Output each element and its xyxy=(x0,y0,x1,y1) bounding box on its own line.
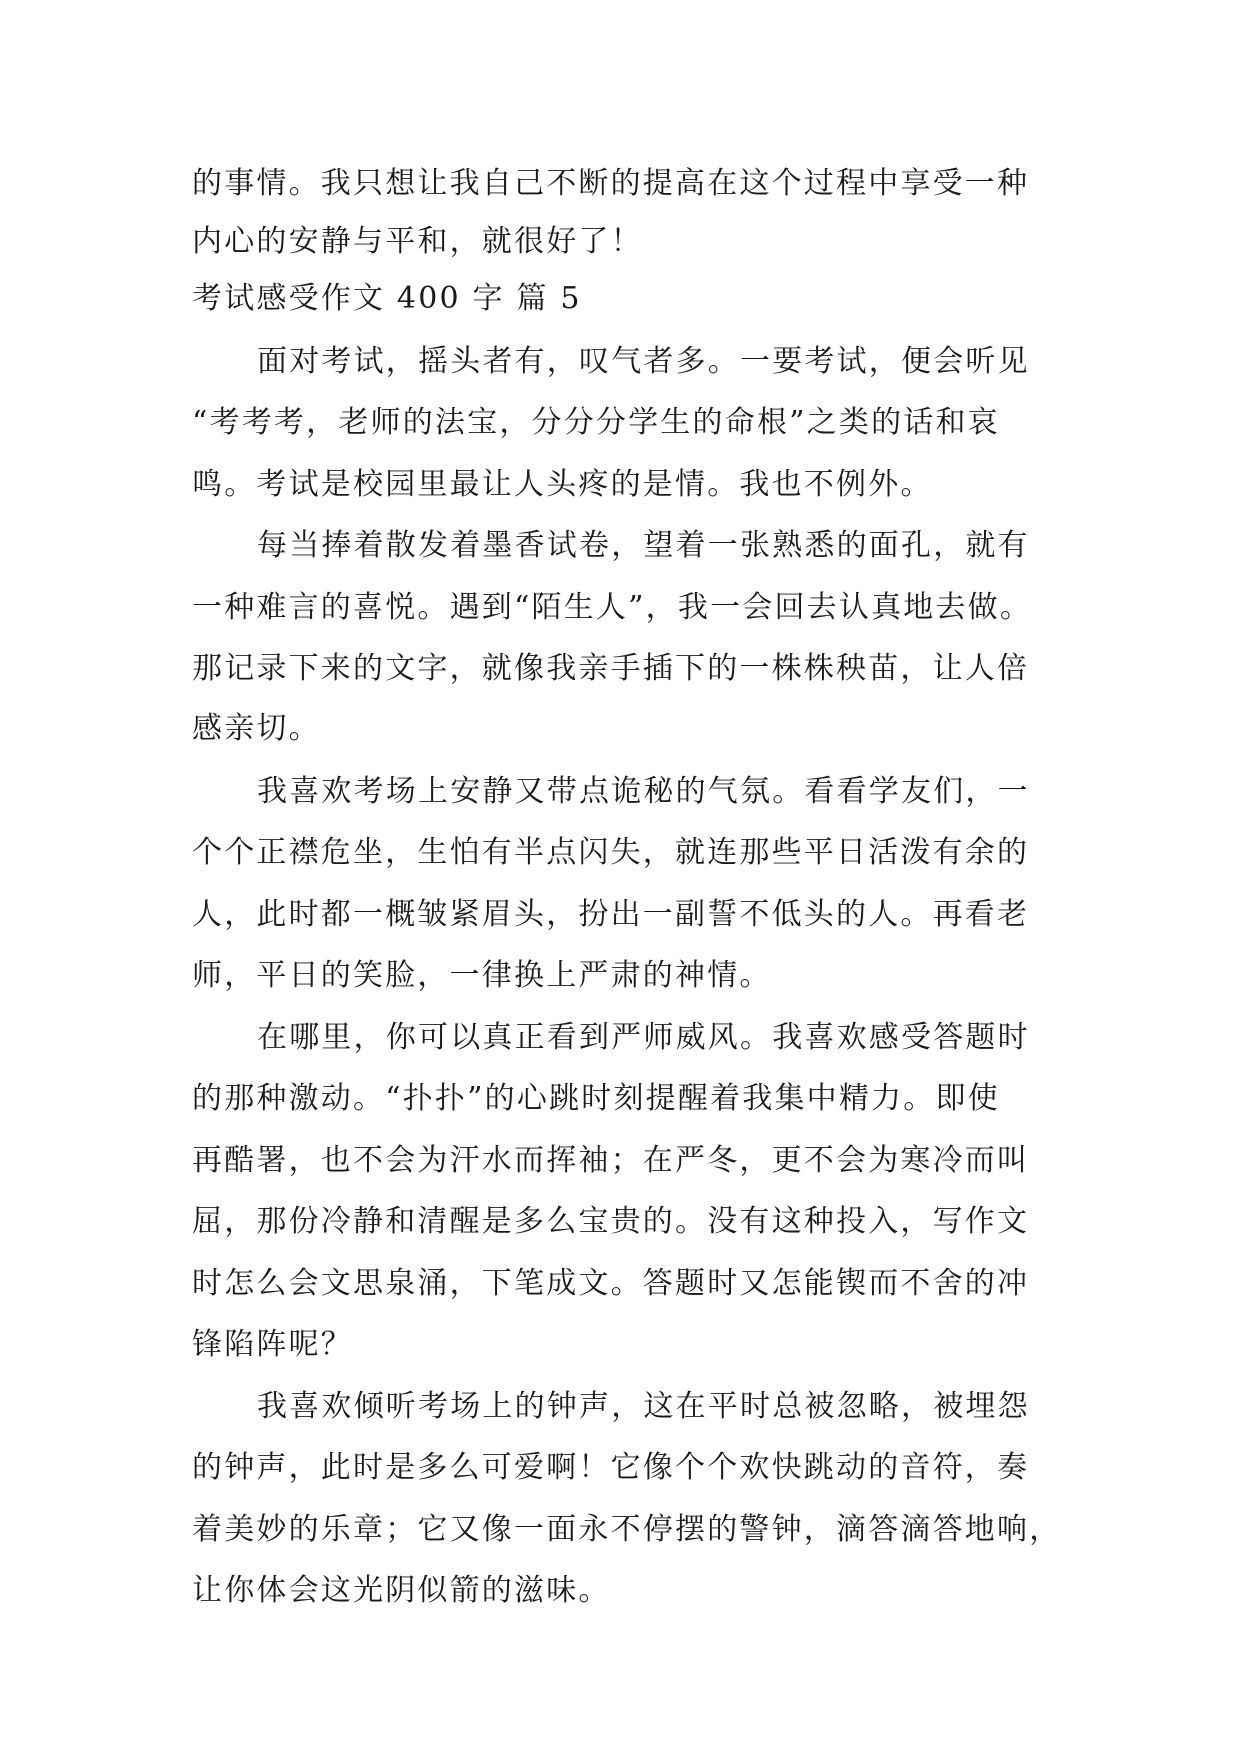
section-heading: 考试感受作文 400 字 篇 5 xyxy=(192,281,582,316)
text-line: 内心的安静与平和，就很好了！ xyxy=(192,224,643,259)
text-line: 鸣。考试是校园里最让人头疼的是情。我也不例外。 xyxy=(192,467,933,502)
text-line: “考考考，老师的法宝，分分分学生的命根”之类的话和哀 xyxy=(192,405,1000,440)
text-line: 个个正襟危坐，生怕有半点闪失，就连那些平日活泼有余的 xyxy=(192,835,1030,870)
paragraph-first-line: 我喜欢倾听考场上的钟声，这在平时总被忽略，被埋怨 xyxy=(257,1389,1030,1424)
text-line: 人，此时都一概皱紧眉头，扮出一副誓不低头的人。再看老 xyxy=(192,897,1030,932)
text-line: 师，平日的笑脸，一律换上严肃的神情。 xyxy=(192,958,772,993)
text-line: 锋陷阵呢？ xyxy=(192,1327,353,1362)
text-line: 一种难言的喜悦。遇到“陌生人”，我一会回去认真地去做。 xyxy=(192,590,1033,625)
text-line: 屈，那份冷静和清醒是多么宝贵的。没有这种投入，写作文 xyxy=(192,1204,1030,1239)
text-line: 着美妙的乐章；它又像一面永不停摆的警钟，滴答滴答地响， xyxy=(192,1512,1062,1547)
paragraph-first-line: 在哪里，你可以真正看到严师威风。我喜欢感受答题时 xyxy=(257,1020,1030,1055)
paragraph-first-line: 每当捧着散发着墨香试卷，望着一张熟悉的面孔，就有 xyxy=(257,528,1030,563)
text-line: 的事情。我只想让我自己不断的提高在这个过程中享受一种 xyxy=(192,166,1030,201)
text-line: 时怎么会文思泉涌，下笔成文。答题时又怎能锲而不舍的冲 xyxy=(192,1266,1030,1301)
paragraph-first-line: 我喜欢考场上安静又带点诡秘的气氛。看看学友们，一 xyxy=(257,774,1030,809)
text-line: 让你体会这光阴似箭的滋味。 xyxy=(192,1573,611,1608)
paragraph-first-line: 面对考试，摇头者有，叹气者多。一要考试，便会听见 xyxy=(257,344,1030,379)
text-line: 那记录下来的文字，就像我亲手插下的一株株秧苗，让人倍 xyxy=(192,651,1030,686)
text-line: 的钟声，此时是多么可爱啊！它像个个欢快跳动的音符，奏 xyxy=(192,1450,1030,1485)
text-line: 感亲切。 xyxy=(192,711,321,746)
text-line: 的那种激动。“扑扑”的心跳时刻提醒着我集中精力。即使 xyxy=(192,1081,1000,1116)
text-line: 再酷署，也不会为汗水而挥袖；在严冬，更不会为寒冷而叫 xyxy=(192,1143,1030,1178)
